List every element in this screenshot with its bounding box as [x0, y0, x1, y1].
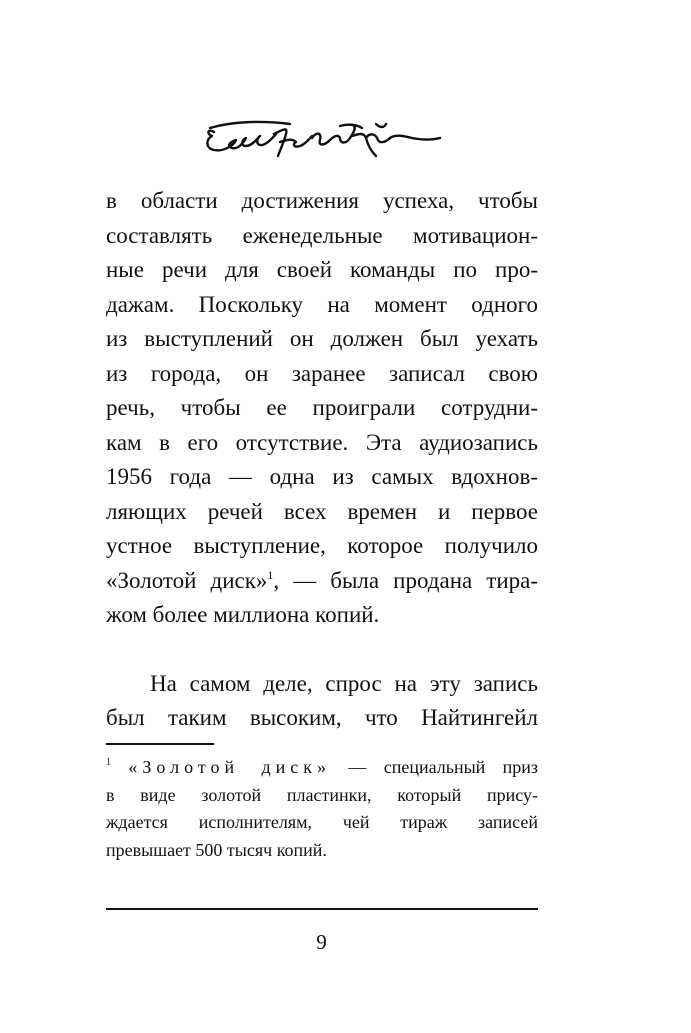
- main-text: [106, 184, 538, 736]
- text-line: составлять еженедельные мотивацион-: [106, 222, 538, 248]
- signature-icon: [200, 112, 445, 164]
- footnote-term: «Золотой диск»: [128, 757, 332, 777]
- footnote-line: ждается исполнителям, чей тираж записей: [106, 812, 538, 832]
- footnote-text: — специальный приз: [331, 757, 539, 777]
- golden-disc-term: «Золотой диск»: [106, 567, 268, 593]
- footnote-ref[interactable]: 1: [267, 567, 274, 582]
- footnote-divider: [106, 743, 214, 745]
- text-line: кам в его отсутствие. Эта аудиозапись: [106, 429, 538, 455]
- footnote-marker: 1: [106, 757, 111, 768]
- text-line: жом более миллиона копий.: [106, 602, 380, 627]
- footnote-line: превышает 500 тысяч копий.: [106, 839, 327, 860]
- paragraph-gap: [106, 633, 538, 667]
- footnote: [106, 754, 538, 864]
- text-line: из выступлений он должен был уехать: [106, 326, 538, 351]
- footnote-line: в виде золотой пластинки, который прису-: [106, 784, 538, 805]
- text-line-with-footnote-ref: [106, 564, 538, 599]
- text-line: На самом деле, спрос на эту запись: [150, 670, 538, 696]
- text-line: из города, он заранее записал свою: [106, 360, 538, 386]
- text-line: 1956 года — одна из самых вдохнов-: [106, 464, 538, 489]
- text-line: речь, чтобы ее проиграли сотрудни-: [106, 395, 538, 420]
- footnote-line: [106, 754, 538, 782]
- text-line: в области достижения успеха, чтобы: [106, 188, 538, 213]
- text-line: устное выступление, которое получило: [106, 533, 538, 558]
- text-line: был таким высоким, что Найтингейл: [106, 705, 538, 730]
- text-fragment: , — была продана тира-: [273, 567, 538, 593]
- text-line: ляющих речей всех времен и первое: [106, 498, 538, 524]
- page-number: 9: [316, 930, 327, 954]
- text-line: ные речи для своей команды по про-: [106, 257, 538, 282]
- page-bottom-divider: [106, 908, 538, 910]
- text-line: дажам. Поскольку на момент одного: [106, 291, 538, 317]
